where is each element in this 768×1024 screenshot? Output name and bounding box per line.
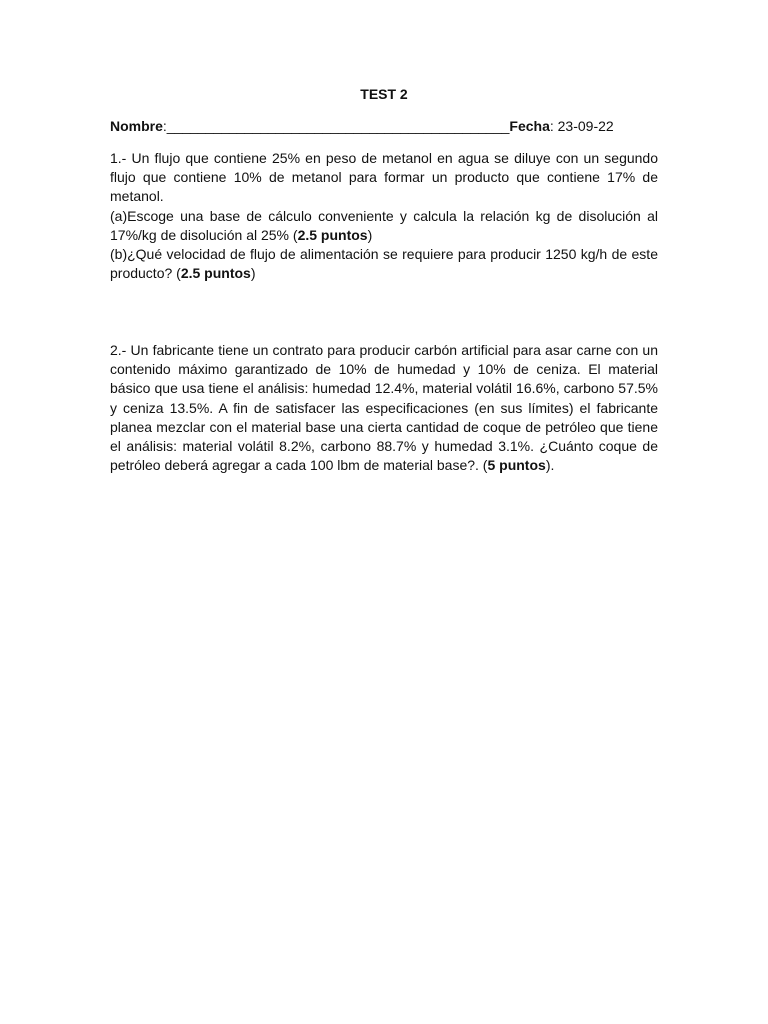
name-label: Nombre [110,118,163,134]
question-1 [110,149,658,283]
question-2-text: 2.- Un fabricante tiene un contrato para producir carbón artificial para asar carne con un contenido máximo garantizado de 10% de humedad y 10% de ceniza. El material básico que usa tiene el análisis: humedad 12.4%, material volátil 16.6%, carbono 57.5% y ceniza 13.5%. A fin de satisfacer las especificaciones (en sus límites) el fabricante planea mezclar con el material base una cierta cantidad de coque de petróleo que tiene el análisis: material volátil 8.2%, carbono 88.7% y humedad 3.1%. ¿Cuánto coque de petróleo deberá agregar a cada 100 lbm de material base?. ( [110,342,658,474]
date-label: Fecha [509,118,550,134]
question-1-part-a-close: ) [367,226,373,243]
name-blank-line: :____________________________________________ [162,118,510,134]
question-2-close: ). [545,457,555,474]
question-1-part-b-points: 2.5 puntos [180,265,251,282]
question-2-points: 5 puntos [487,457,546,474]
question-1-part-b-close: ) [250,265,256,282]
question-2 [110,341,658,475]
question-1-intro: 1.- Un flujo que contiene 25% en peso de metanol en agua se diluye con un segundo flujo que contiene 10% de metanol para formar un producto que contiene 17% de metanol. [110,150,658,205]
date-value: : 23-09-22 [549,118,614,134]
question-1-part-a-text: (a)Escoge una base de cálculo conveniente y calcula la relación kg de disolución al 17%/kg de disolución al 25% ( [110,207,658,243]
question-1-part-b-text: (b)¿Qué velocidad de flujo de alimentación se requiere para producir 1250 kg/h de este producto? ( [110,246,658,282]
page-title: TEST 2 [360,86,408,102]
question-1-part-a-points: 2.5 puntos [297,226,368,243]
student-header [110,117,670,135]
question-2-body [110,341,658,475]
question-1-part-b [110,245,658,283]
question-1-part-a [110,207,658,245]
